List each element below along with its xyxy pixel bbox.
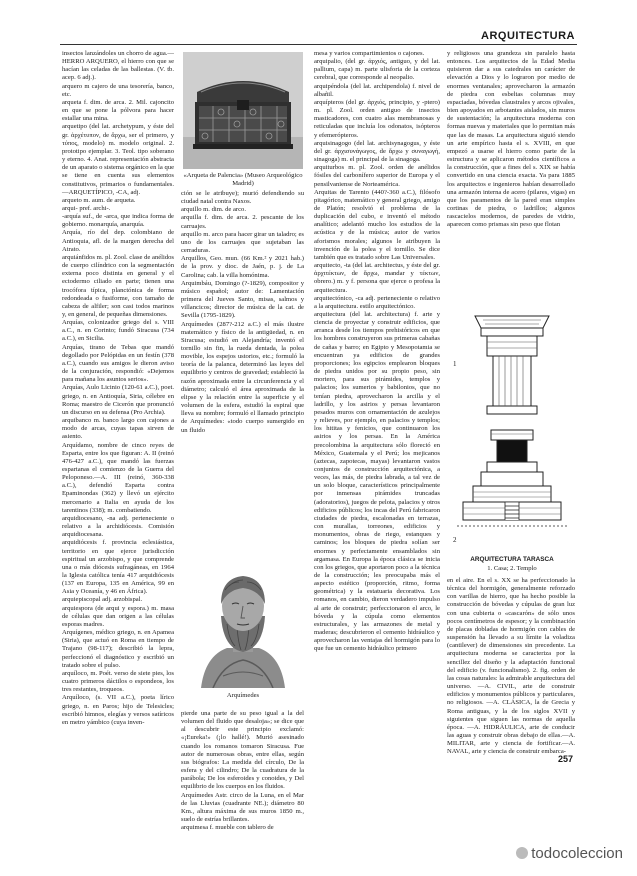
entry: arquidiocesano, -na adj. perteneciente o relativo a la archidiócesis. Comisión arquidiocesana. (62, 514, 174, 539)
entry: en el aire. En el s. XX se ha perfeccionado la técnica del hormigón, generalmente reforzado con varillas de hierro, que ha hecho posible la construcción de bóvedas y cúpulas de gran luz con una cubierta o «cascarón» de sólo unos pocos centímetros de espesor; y la combinación de placas dobladas de hormigón con cables de suspensión ha llevado a su límite la voladiza (cantilever) de dimensiones sin precedente. La arquitectura moderna se caracteriza por la sencillez del diseño y la adaptación funcional del edificio (v. funcionalismo). 2. fig. orden de las cosas naturales: la admirable arquitectura del universo. —A. CIVIL, arte de construir edificios y monumentos públicos y particulares, no religiosos. —A. CLÁSICA, la de Grecia y Roma antiguas, y la de los siglos XVII y siguientes que siguen las normas de aquella época. —A. HIDRÁULICA, arte de conducir las aguas y construir obras debajo de ellas.—A. MILITAR, arte y ciencia de fortificar.—A. NAVAL, arte y ciencia de construir embarca- (447, 577, 575, 756)
entry: Arquías, tirano de Tebas que mandó degollado por Pelópidas en un festín (378 a.C.), cuando sus amigos le dieron aviso de la conjuración, respondió: «Dejemos para mañana los asuntos serios». (62, 343, 174, 384)
entry: Arquías, Aulo Licinio (120-61 a.C.), poet. griego, n. en Antioquía, Siria, célebre en Roma; maestro de Cicerón que pronunció un discurso en su defensa (Pro Archia). (62, 384, 174, 416)
running-head: ARQUITECTURA (481, 30, 575, 42)
figure-label-2: 2 (453, 536, 457, 544)
entry: arqueta f. dim. de arca. 2. Mil. cajoncito en que se pone la pólvora para hacer estallar una mina. (62, 98, 174, 123)
entry: mesa y varios compartimientos o cajones. (314, 50, 425, 57)
entry: arquillo m. arco para hacer girar un taladro; es uno de los carruajes que sujetaban las cerraduras. (181, 230, 304, 255)
watermark-logo-icon (516, 847, 528, 859)
temple-figure-caption: 1. Casa; 2. Templo (487, 565, 537, 572)
entry: arquíloco, m. Poét. verso de siete pies, los cuatro primeros dáctilos o espondeos, los tres restantes, troqueos. (62, 669, 174, 694)
bust-caption: Arquímedes (226, 692, 260, 699)
entry: arquimesa f. mueble con tablero de (181, 824, 274, 832)
entry: Arquímedes (287?-212 a.C.) el más ilustre matemático y físico de la antigüedad, n. en Siracusa; estudió en Alejandría; inventó el tornillo sin fin, la rueda dentada, la polea movible, los espejos ustorios, etc.; formuló la teoría de la palanca, determinó las leyes del equilibrio y centros de gravedad; estableció la razón aproximada entre la circunferencia y el diámetro; calculó el área aproximada de la elipse y la relación entre la superficie y el volumen de la esfera, estudió la espiral que lleva su nombre; formuló el llamado principio de Arquímedes: «todo cuerpo sumergido en un fluido (181, 320, 304, 434)
entry: arquitectura (del lat. architectura) f. arte y ciencia de proyectar y construir edificios, que arranca desde los tiempos prehistóricos en que los hombres construyeron sus primeras cabañas de cañas y barro; en Egipto y Mesopotamia se encuentran ya edificios de grandes proporciones; los egipcios emplearon bloques de piedra unidos por su propio peso, sin mortero, para sus pirámides, templos y palacios; los sumerios y babilonios, que no tenían piedra, aprovecharon la arcilla y el ladrillo, y los asirios y persas levantaron pesados muros con ornamentación de azulejos y relieves, por ejemplo, en palacios y templos; los hititas y fenicios, que continuaron los asirios y los persas. En la América precolombina la arquitectura sólo floreció en México, Guatemala y el Perú; los mejicanos (aztecas, zapotecas, mayas) levantaron vastos conjuntos de construcción arquitectónica, a veces, las más, de piedra labrada, a tal vez de un solo bloque, característicos principalmente por inmensas pirámides truncadas (adoratorios), juegos de pelota, palacios y otros edificios públicos; los incas del Perú fabricaron ciudades de piedra, escalonadas en terrazas, con murallas, torreones, edificios y monumentos, obras de riego, estanques y caminos; los bloques de piedra solían ser enormes y perfectamente ensamblados sin argamasa. En Europa la época clásica se inicia con los griegos, que aportaron poco a la técnica de la construcción; les preocupaba más el aspecto estético (proporción, ritmo, forma geométrica) y la estatuaria decorativa. Los romanos, en cambio, dieron verdadero impulso al arte de construir; perfeccionaron el arco, le bóveda y la cúpula como elementos estructurales, y las armazones de metal y maderas; descubrieron el cemento hidráulico y aprovecharon las ventajas del hormigón para lo que fue un cemento hidráulico primero (314, 311, 440, 653)
entry: Arquígenes, médico griego, n. en Apamea (Siria), que actuó en Roma en tiempo de Trajano (98-117); describió la lepra, perfeccionó el diagnóstico y escribió un tratado sobre el pulso. (62, 629, 174, 669)
tarascan-architecture-drawing (447, 306, 577, 554)
entry: arquipalio, (del gr. ἀρχιός, antiguo, y del lat. pallium, capa) m. parte ulisforia de la corteza cerebral, que corresponde al neopalio. (314, 58, 440, 82)
entry: arquisinagogo (del lat. archisynagogus, y éste del gr. ἀρχισυνάγωγος, de ἄρχω y συναγωγή, sinagoga) m. el principal de la sinagoga. (314, 139, 440, 164)
chest-photo (183, 52, 303, 169)
entry: pierde una parte de su peso igual a la del volumen del fluido que desaloja»; se dice que al descubrir este principio exclamó: «¡Eureka!» (¡lo hallé!). Murió asesinado cuando los romanos tomaron Siracusa. Fue autor de numerosas obras, entre ellas, según sus biógrafos: La medida del círculo, De la esfera y del cilindro; De la cuadratura de la parábola; De los esferoides y conoides, y Del equilibrio de los cuerpos en los fluidos. (181, 710, 304, 791)
entry: ción se le atribuye); murió defendiendo su ciudad natal contra Naxos. (181, 190, 304, 206)
entry: -arquía suf., de -arca, que indica forma de gobierno. monarquía, anarquía. (62, 213, 174, 229)
entry: arquibanco m. banco largo con cajones a modo de arcas, cuyas tapas sirven de asiento. (62, 417, 174, 441)
entry: arquiepiscopal adj. arzobispal. (62, 596, 143, 604)
entry: arquiánfidos m. pl. Zool. clase de anélidos de cuerpo cilíndrico con la segmentación externa poco distinta en general y el ectodermo ciliado en parte; tienen una trocófora típica, planctónica de forma redondeada o fusiforme, con tamaño de cabeza de alfiler; son casi todos marinos y, en general, de pequeñas dimensiones. (62, 253, 174, 318)
entry: arquipéndola (del lat. archipendola) f. nivel de albañil. (314, 82, 440, 98)
entry: insectos lanzándoles un chorro de agua.— HERRO ARQUERO, el hierro con que se hacían las celadas de las ballestas. (V. tb. acep. 6 adj.). (62, 50, 174, 82)
figure-label-1: 1 (453, 360, 457, 368)
entry: Arquillos, Geo. mun. (66 Km.² y 2021 hab.) de la prov. y dioc. de Jaén, p. j. de La Carolina; cab. la villa homónima. (181, 255, 304, 279)
chest-caption: «Arqueta de Palencia» (Museo Arqueológico Madrid) (183, 172, 303, 187)
entry: arquiturbos m. pl. Zool. orden de anélidos fósiles del carbonífero superior de Europa y el pensilvaniense de Norteamérica. (314, 164, 440, 188)
entry: Arquía, río del dep. colombiano de Antioquia, afl. de la margen derecha del Atrato. (62, 229, 174, 253)
column-4-lower (447, 577, 575, 756)
entry: arquípteros (del gr. ἀρχιός, principio, y -ptero) m. pl. Zool. orden antiguo de insectos masticadores, con cuatro alas membranosas y reticuladas que incluía los odonatos, isópteros y efemerópteros. (314, 98, 440, 139)
entry: arqueto m. aum. de arqueta. (62, 196, 136, 204)
entry: Arquitas de Tarento (440?-360 a.C.), filósofo pitagórico, matemático y general griego, amigo de Platón; resolvió el problema de la duplicación del cubo, e inventó el método analítico; adelantó mucho los estudios de la acústica y de la música; autor de varios aforismos morales; algunos le atribuyen la invención de la polea y el tornillo. Se dice también que es tratado sobre Las Universales. (314, 188, 440, 261)
entry: Arquímedes Astr. circo de la Luna, en el Mar de las Lluvias (cuadrante NE.); diámetro 80 Km., altura máxima de sus muros 1850 m., suelo de estrías brillantes. (181, 791, 304, 824)
header-rule (60, 44, 577, 45)
entry: y religiosos una grandeza sin paralelo hasta entonces. Los arquitectos de la Edad Media quisieron dar a sus catedrales un carácter de elevación a Dios y lo lograron por medio de enormes ventanales; aprovecharon la armazón de piedra con esbeltas columnas muy espaciadas, bóvedas claustrales y arcos ojivales, bien apoyados en arbotantes aislados, sin muros de sustentación; la arquitectura moderna con formas nuevas y materiales que lo permitan más que las de masas. La arquitectura siguió siendo un arte empírico hasta el s. XVIII, en que empezó a usarse el hierro como parte de la estructura y se aplicaron métodos científicos a la construcción, que a fines del s. XIX se había convertido en una ciencia exacta. Ya para 1885 los arquitectos e ingenieros habían desarrollado una armazón interna de acero (pilares, vigas) en que los paramentos de la pared eran simples cortinas de piedra, o ladrillos; algunos rascacielos modernos, de paredes de vidrio, aparecen como prismas sin peso que flotan (447, 50, 575, 229)
temple-figure-title: ARQUITECTURA TARASCA (470, 556, 554, 563)
entry: Arquídamo, nombre de cinco reyes de Esparta, entre los que figuran: A. II (reinó 476-427 a.C.), que mandó las fuerzas espartanas el comienzo de la Guerra del Peloponeso.—A. III (reinó, 360-338 a.C.), defendió Esparta contra Epaminondas (362) y llevó un ejército mercenario a Italia en ayuda de los tarentinos (338); m. combatiendo. (62, 441, 174, 514)
entry: Arquías, colonizador griego del s. VIII a.C., n. en Corinto; fundó Siracusa (734 a.C.), en Sicilia. (62, 319, 174, 343)
column-4 (447, 50, 575, 229)
entry: arquilla f. dim. de arca. 2. pescante de los carruajes. (181, 214, 304, 230)
entry: Arquíloco, (s. VII a.C.), poeta lírico griego, n. en Paros; hijo de Telesicles; escribió himnos, elegías y versos satíricos en metro yámbico (cuya inven- (62, 694, 174, 726)
entry: arquidiócesis f. provincia eclesiástica, territorio en que ejerce jurisdicción espiritual un arzobispo, y que comprende una o más diócesis sufragáneas, en 1964 la Iglesia católica tenía 417 arquidiócesis (137 en Europa, 135 en América, 99 en Asia y Oceanía, y 46 en África). (62, 539, 174, 596)
entry: arquitectónico, -ca adj. perteneciente o relativo a la arquitectura. estilo arquitectónico. (314, 294, 440, 310)
column-3 (314, 50, 440, 654)
entry: Arquimbáu, Domingo (?-1829), compositor y músico español; autor de: Lamentación primera del Jueves Santo, misas, salmos y villancicos; director de música de la cat. de Sevilla (1795-1829). (181, 279, 304, 320)
watermark (516, 845, 623, 862)
archimedes-bust-image (183, 560, 303, 688)
entry: arqui- pref. archi-. (62, 204, 111, 212)
entry: arquetipo (del lat. archetypum, y éste del gr. ἀρχέτυπον, de ἄρχω, ser el primero, y τύπος, modelo) m. modelo original. 2. prototipo ejemplar. 3. Teol. tipo soberano y eterno. 4. Anat. representación abstracta de un aparato o sistema orgánico en la que se tiene en cuenta sus elementos constitutivos, primarios o fundamentales. —ARQUETÍPICO, -CA, adj. (62, 123, 174, 196)
column-2 (181, 190, 304, 435)
entry: arquiespora (de arqui y espora.) m. masa de células que dan origen a las células esporas madres. (62, 604, 174, 628)
entry: arquero m cajero de una tesorería, banco, etc. (62, 82, 174, 98)
column-1 (62, 50, 174, 727)
column-2-lower (181, 710, 304, 832)
page-number: 257 (557, 754, 573, 764)
watermark-text: todocoleccion (531, 845, 623, 862)
entry: arquillo m. dim. de arco. (181, 206, 247, 214)
entry: arquitecto, -ta (del lat. architectus, y éste del gr. ἀρχιτέκτων, de ἄρχω, mandar y τέκτων, obrero.) m. y f. persona que ejerce o profesa la arquitectura. (314, 262, 440, 294)
